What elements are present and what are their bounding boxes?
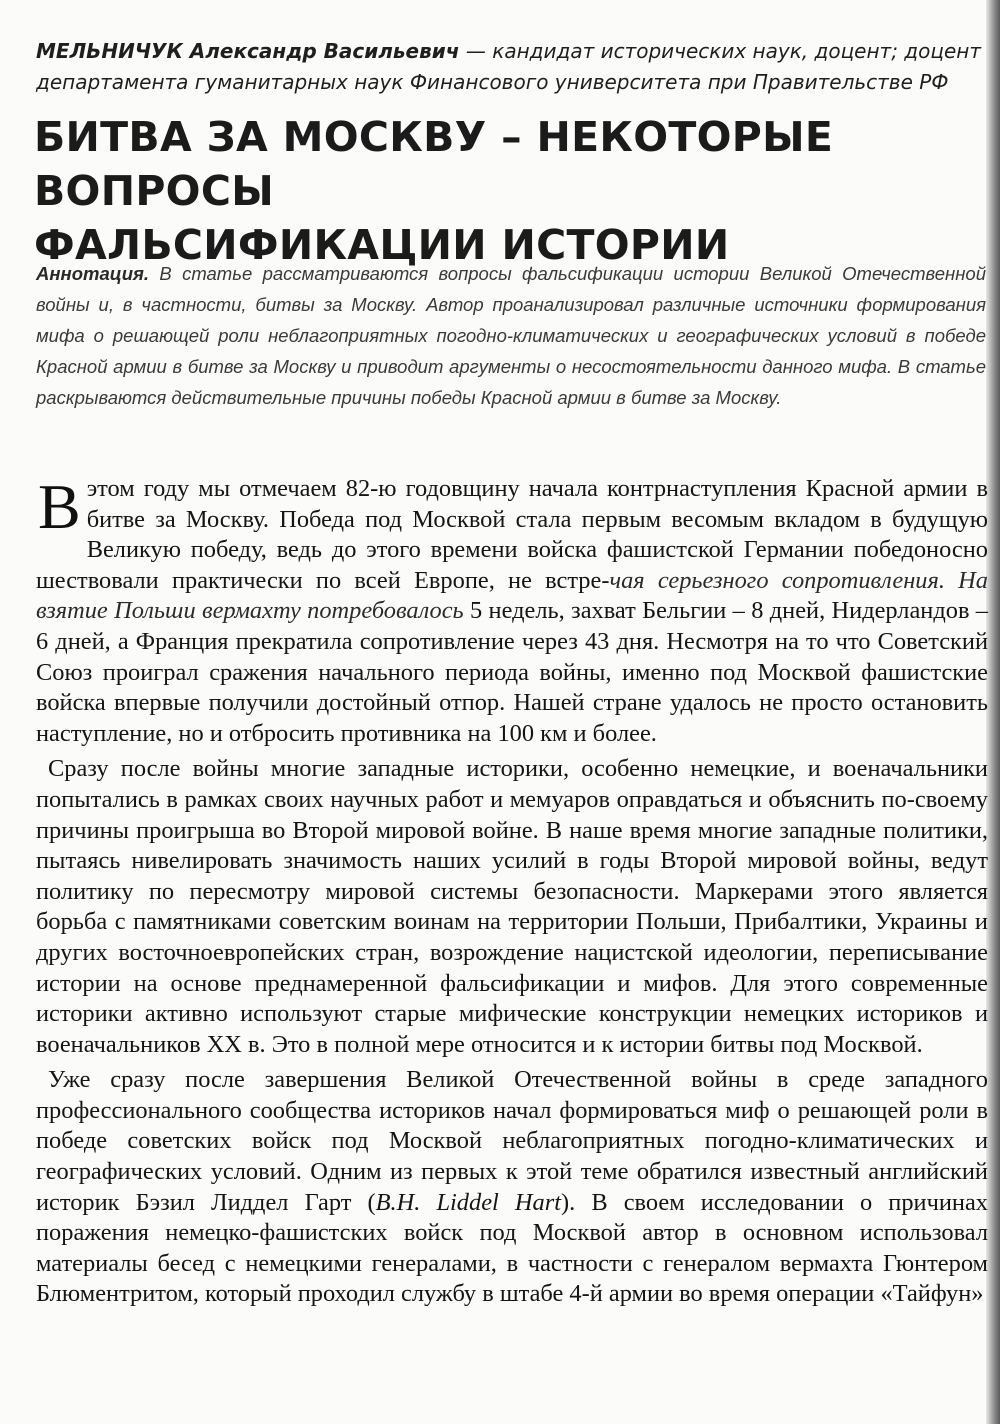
abstract: [36, 258, 986, 413]
paragraph-1-part-a: этом году мы отмечаем 82-ю годовщину начала контрнаступления Красной армии в битве за Москву. Победа под Москвой стала первым весомым вкладом в будущую Великую победу, ведь до этого времени войска фашистской Германии победоносно шествовали практически по всей Европе, не встре-: [36, 475, 988, 594]
page-edge-shadow: [986, 0, 1000, 1424]
title-line-1: БИТВА ЗА МОСКВУ – НЕКОТОРЫЕ ВОПРОСЫ: [34, 113, 834, 215]
abstract-text: В статье рассматриваются вопросы фальсификации истории Великой Отечественной войны и, в частности, битвы за Москву. Автор проанализировал различные источники формирования мифа о решающей роли неблагоприятных погодно-климатических и географических условий в победе Красной армии в битве за Москву и приводит аргументы о несостоятельности данного мифа. В статье раскрываются действительные причины победы Красной армии в битве за Москву.: [36, 263, 986, 408]
paragraph-3-name: B.H. Liddel Hart: [375, 1188, 561, 1216]
author-info: [36, 36, 986, 98]
paragraph-2: Сразу после войны многие западные историки, особенно немецкие, и военачальники попытались в рамках своих научных работ и мемуаров оправдаться и объяснить по-своему причины проигрыша во Второй мировой войне. В наше время многие западные политики, пытаясь нивелировать значимость наших усилий в годы Второй мировой войны, ведут политику по пересмотру мировой системы безопасности. Маркерами этого является борьба с памятниками советским воинам на территории Польши, Прибалтики, Украины и других восточноевропейских стран, возрождение нацистской идеологии, переписывание истории на основе преднамеренной фальсификации и мифов. Для этого современные историки активно используют старые мифические конструкции немецких историков и военачальников XX в. Это в полной мере относится и к истории битвы под Москвой.: [36, 755, 988, 1058]
paragraph-3-part-b: ). В своем исследовании о причинах поражения немецко-фашистских войск под Москвой автор в основном использовал материалы бесед с немецкими генералами, в частности с генералом вермахта Гюнтером Блюментритом, который проходил службу в штабе 4-й армии во время операции «Тайфун»: [36, 1188, 988, 1308]
article-title: [34, 110, 984, 272]
paragraph-1-part-b: чая серьезного сопротивления. На взятие Польши вермахту потребовалось: [36, 566, 988, 625]
article-body: [36, 471, 989, 1315]
author-credentials: — кандидат исторических наук, доцент; доцент департамента гуманитарных наук Финансового университета при Правительстве РФ: [36, 39, 982, 94]
paragraph-3: [36, 1065, 988, 1310]
paragraph-1: [36, 471, 989, 749]
author-name: МЕЛЬНИЧУК Александр Васильевич: [36, 39, 460, 63]
paragraph-3-part-a: Уже сразу после завершения Великой Отечественной войны в среде западного профессионального сообщества историков начал формироваться миф о решающей роли в победе советских войск под Москвой неблагоприятных погодно-климатических и географических условий. Одним из первых к этой теме обратился известный английский историк Бэзил Лиддел Гарт (: [36, 1066, 988, 1216]
drop-cap: В: [38, 471, 81, 542]
paragraph-1-part-c: 5 недель, захват Бельгии – 8 дней, Нидерландов – 6 дней, а Франция прекратила сопротивление через 43 дня. Несмотря на то что Советский Союз проиграл сражения начального периода войны, именно под Москвой фашистские войска впервые получили достойный отпор. Нашей стране удалось не просто остановить наступление, но и отбросить противника на 100 км и более.: [36, 597, 989, 747]
title-line-2: ФАЛЬСИФИКАЦИИ ИСТОРИИ: [34, 221, 730, 269]
abstract-label: Аннотация.: [36, 263, 150, 284]
